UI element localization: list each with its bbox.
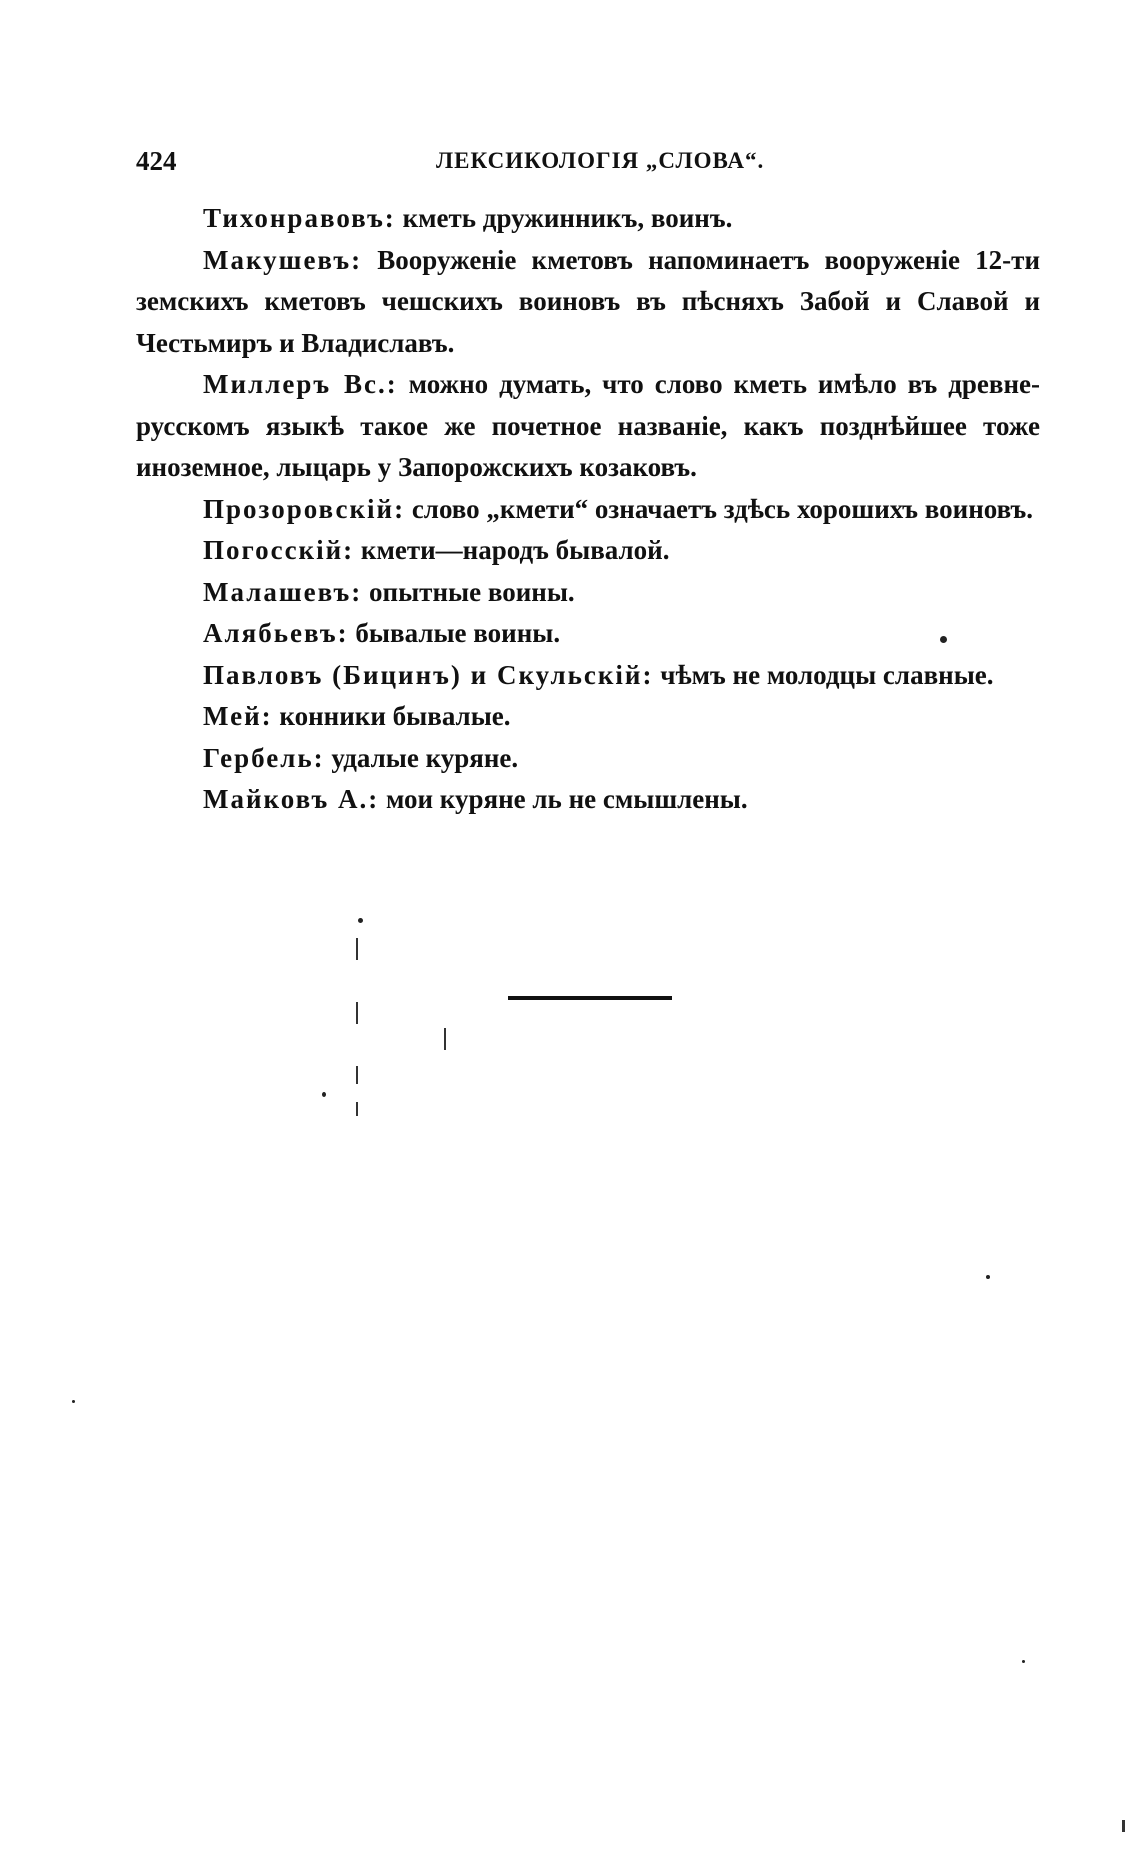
scan-speck	[940, 636, 947, 643]
entry-text: конники бывалые.	[272, 701, 511, 731]
entry-alyabyev	[136, 613, 1040, 655]
entry-author: Алябьевъ:	[203, 618, 349, 648]
entry-author: Мей:	[203, 701, 273, 731]
entry-miller	[136, 364, 1040, 489]
entry-author: Макушевъ:	[203, 244, 363, 275]
entry-text: кметь дружинникъ, воинъ.	[395, 203, 733, 233]
entry-text: слово „кмети“ означаетъ здѣсь хорошихъ воиновъ.	[405, 493, 1033, 524]
entry-malashev	[136, 572, 1040, 614]
entry-maykov	[136, 779, 1040, 821]
scan-speck	[358, 918, 363, 923]
scan-speck	[322, 1092, 326, 1097]
entry-text: Вооруженіе кметовъ напоминаетъ вооруженіе 12-ти земскихъ кметовъ чешскихъ воиновъ въ пѣсняхъ Забой и Славой и Честьмиръ и Владиславъ.	[136, 244, 1040, 358]
entry-text: мои куряне ль не смышлены.	[379, 784, 748, 814]
entry-makushev	[136, 240, 1040, 365]
scan-mark	[356, 1066, 358, 1084]
scan-speck	[986, 1275, 990, 1279]
entry-mey	[136, 696, 1040, 738]
entry-prozorovsky	[136, 489, 1040, 531]
scan-mark	[444, 1028, 446, 1050]
entry-author: Тихонравовъ:	[203, 203, 396, 233]
scan-speck	[72, 1400, 75, 1403]
entry-gerbel	[136, 738, 1040, 780]
entry-author: Малашевъ:	[203, 576, 363, 607]
page-number: 424	[136, 146, 177, 176]
entry-author: Миллеръ Вс.:	[203, 369, 398, 399]
entry-text: бывалые воины.	[348, 618, 561, 648]
running-title: ЛЕКСИКОЛОГIЯ „СЛОВА“.	[436, 148, 765, 173]
entry-text: опытные воины.	[362, 576, 575, 607]
entry-author: Погосскій:	[203, 535, 355, 565]
entry-tikhonravov	[136, 198, 1040, 240]
entry-author: Майковъ А.:	[203, 784, 380, 814]
entry-pogossky	[136, 530, 1040, 572]
entry-text: можно думать, что слово кметь имѣло въ древне-русскомъ языкѣ такое же почетное названіе, какъ позднѣйшее тоже иноземное, лыцарь у Запорожскихъ козаковъ.	[136, 369, 1041, 482]
scan-mark	[356, 1102, 358, 1116]
body-text	[136, 198, 1040, 821]
entry-text: удалые куряне.	[324, 742, 519, 773]
entry-author: Гербель:	[203, 742, 325, 773]
scan-mark	[356, 1002, 358, 1024]
page-header	[136, 146, 1036, 186]
scan-mark	[356, 938, 358, 960]
scan-speck	[1022, 1660, 1025, 1663]
entry-text: чѣмъ не молодцы славные.	[653, 659, 994, 690]
scan-mark	[1122, 1820, 1125, 1832]
entry-text: кмети—народъ бывалой.	[354, 535, 670, 565]
section-separator-rule	[508, 996, 672, 1000]
entry-author: Павловъ (Бицинъ) и Скульскій:	[203, 659, 654, 690]
entry-pavlov	[136, 655, 1040, 697]
entry-author: Прозоровскій:	[203, 493, 406, 524]
